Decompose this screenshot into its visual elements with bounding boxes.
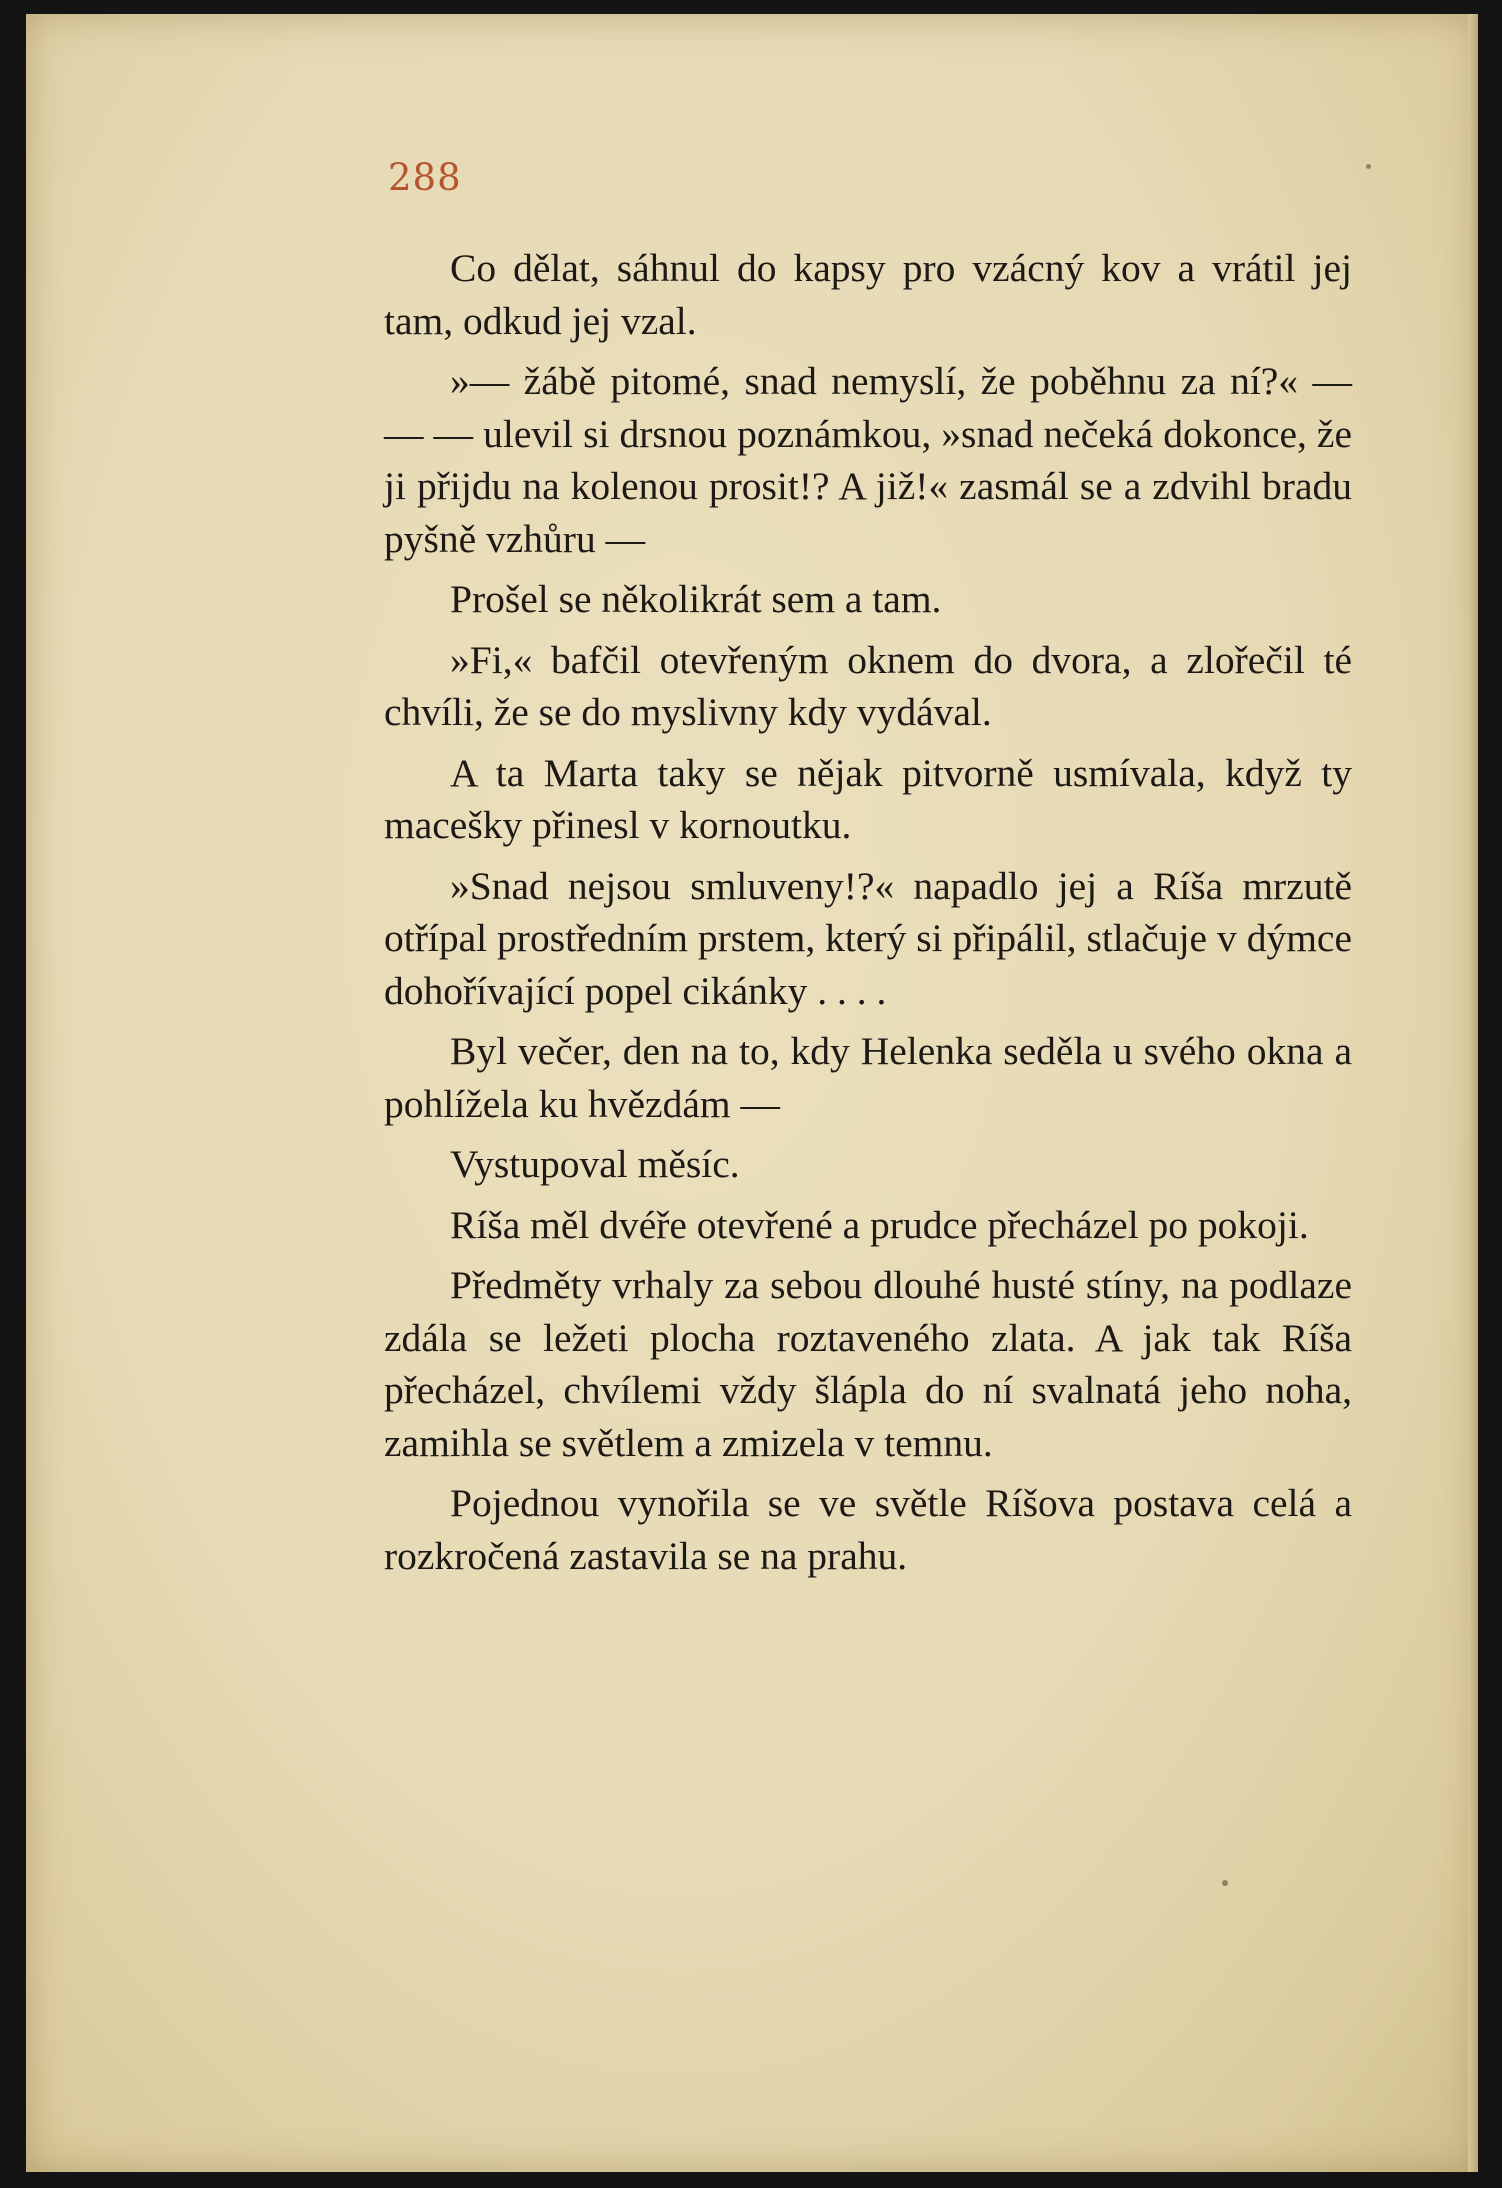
paper-speck — [1366, 164, 1371, 169]
paragraph-11: Pojednou vynořila se ve světle Ríšova postava celá a rozkročená zastavila se na prahu. — [384, 1481, 1352, 1578]
paragraph-4: »Fi,« bafčil otevřeným oknem do dvora, a zlořečil té chvíli, že se do myslivny kdy vydával. — [384, 637, 1352, 734]
paragraph-5: A ta Marta taky se nějak pitvorně usmívala, když ty macešky přinesl v kornoutku. — [384, 750, 1352, 847]
paragraph-9: Ríša měl dvéře otevřené a prudce přecházel po pokoji. — [450, 1202, 1309, 1247]
page-edge — [1468, 14, 1478, 2172]
paragraph-8: Vystupoval měsíc. — [450, 1142, 740, 1186]
book-page — [26, 14, 1478, 2172]
paragraph-3: Prošel se několikrát sem a tam. — [450, 577, 942, 621]
paper-speck — [1222, 1880, 1228, 1886]
page-number: 288 — [388, 156, 462, 199]
paragraph-1: Co dělat, sáhnul do kapsy pro vzácný kov a vrátil jej tam, odkud jej vzal. — [384, 246, 1352, 343]
paragraph-7: Byl večer, den na to, kdy Helenka seděla u svého okna a pohlížela ku hvězdám — — [384, 1029, 1352, 1126]
body-text — [384, 242, 1352, 1582]
paragraph-2: »— žábě pitomé, snad nemyslí, že poběhnu za ní?« — — — ulevil si drsnou poznámkou, »snad nečeká dokonce, že ji přijdu na kolenou prosit!? A již!« zasmál se a zdvihl bradu pyšně vzhůru — — [384, 359, 1352, 561]
paragraph-10: Předměty vrhaly za sebou dlouhé husté stíny, na podlaze zdála se ležeti plocha roztaveného zlata. A jak tak Ríša přecházel, chvílemi vždy šlápla do ní svalnatá jeho noha, zamihla se světlem a zmizela v temnu. — [384, 1263, 1352, 1465]
paragraph-6: »Snad nejsou smluveny!?« napadlo jej a Ríša mrzutě otřípal prostředním prstem, který si připálil, stlačuje v dýmce dohořívající popel cikánky . . . . — [384, 863, 1352, 1013]
